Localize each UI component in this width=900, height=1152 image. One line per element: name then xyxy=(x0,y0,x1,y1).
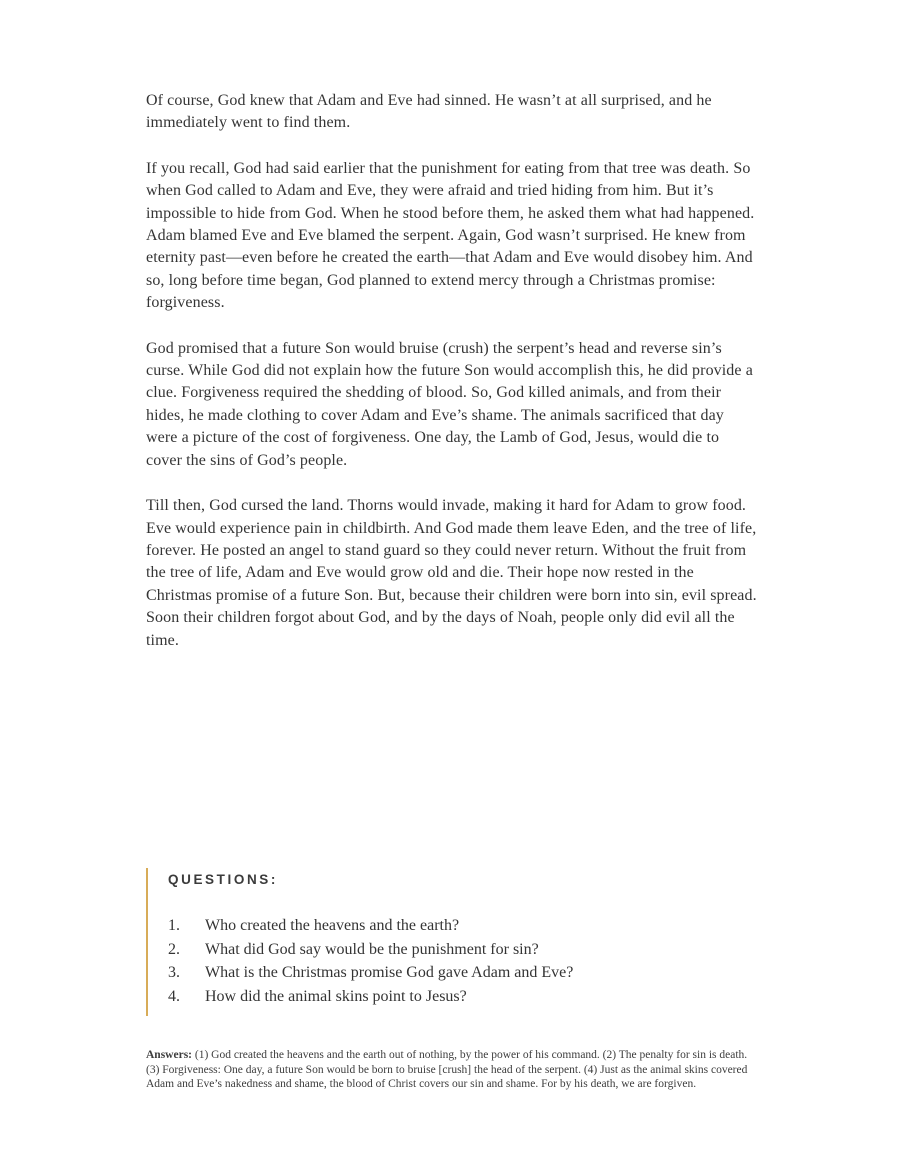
question-text: What did God say would be the punishment for sin? xyxy=(205,940,539,958)
question-item xyxy=(168,914,712,938)
story-paragraph: Till then, God cursed the land. Thorns would invade, making it hard for Adam to grow food. Eve would experience pain in childbirth. And God made them leave Eden, and the tree of life, forever. He posted an angel to stand guard so they could never return. Without the fruit from the tree of life, Adam and Eve would grow old and die. Their hope now rested in the Christmas promise of a future Son. But, because their children were born into sin, evil spread. Soon their children forgot about God, and by the days of Noah, people only did evil all the time. xyxy=(146,497,757,649)
question-text: How did the animal skins point to Jesus? xyxy=(205,987,467,1005)
story-body xyxy=(146,90,758,675)
questions-heading: QUESTIONS: xyxy=(168,872,279,887)
questions-section xyxy=(146,868,712,1016)
question-item xyxy=(168,985,712,1009)
story-paragraph: If you recall, God had said earlier that the punishment for eating from that tree was death. So when God called to Adam and Eve, they were afraid and tried hiding from him. But it’s impossible to hide from God. When he stood before them, he asked them what had happened. Adam blamed Eve and Eve blamed the serpent. Again, God wasn’t surprised. He knew from eternity past—even before he created the earth—that Adam and Eve would disobey him. And so, long before time began, God planned to extend mercy through a Christmas promise: forgiveness. xyxy=(146,159,755,312)
question-text: What is the Christmas promise God gave Adam and Eve? xyxy=(205,964,574,982)
question-number: 1. xyxy=(168,917,180,934)
questions-list xyxy=(168,914,712,1008)
story-paragraph: Of course, God knew that Adam and Eve had sinned. He wasn’t at all surprised, and he immediately went to find them. xyxy=(146,92,712,132)
answers-text: (1) God created the heavens and the earth out of nothing, by the power of his command. (2) The penalty for sin is death. (3) Forgiveness: One day, a future Son would be born to bruise [crush] the head of the serpent. (4) Just as the animal skins covered Adam and Eve’s nakedness and shame, the blood of Christ covers our sin and shame. For by his death, we are forgiven. xyxy=(146,1049,748,1091)
story-paragraph: God promised that a future Son would bruise (crush) the serpent’s head and reverse sin’s curse. While God did not explain how the future Son would accomplish this, he did provide a clue. Forgiveness required the shedding of blood. So, God killed animals, and from their hides, he made clothing to cover Adam and Eve’s shame. The animals sacrificed that day were a picture of the cost of forgiveness. One day, the Lamb of God, Jesus, would die to cover the sins of God’s people. xyxy=(146,339,753,469)
answers-footnote xyxy=(146,1048,762,1092)
answers-label: Answers: xyxy=(146,1049,192,1061)
question-number: 2. xyxy=(168,940,180,958)
question-number: 4. xyxy=(168,987,180,1005)
question-number: 3. xyxy=(168,964,180,982)
question-text: Who created the heavens and the earth? xyxy=(205,917,460,934)
question-item xyxy=(168,938,712,962)
question-item xyxy=(168,961,712,985)
